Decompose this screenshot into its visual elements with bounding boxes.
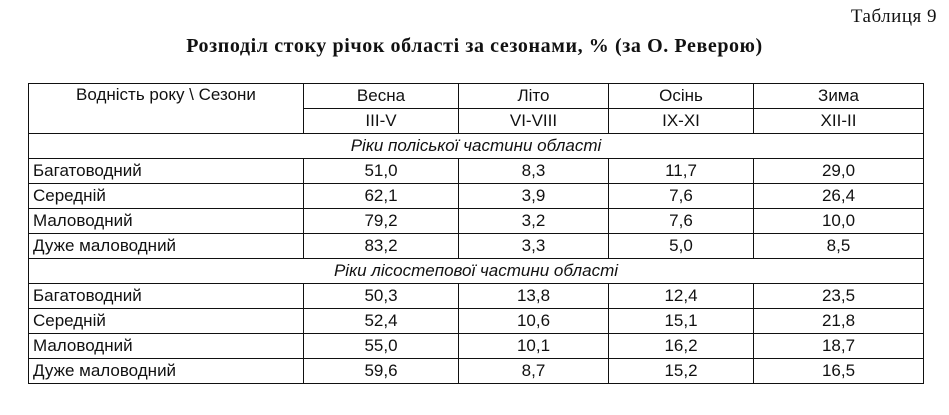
cell-value: 8,5 [754,234,924,259]
cell-value: 26,4 [754,184,924,209]
cell-value: 16,2 [609,334,754,359]
cell-value: 3,3 [459,234,609,259]
cell-value: 8,7 [459,359,609,384]
cell-value: 29,0 [754,159,924,184]
table-row [29,334,924,359]
cell-value: 15,2 [609,359,754,384]
cell-value: 83,2 [304,234,459,259]
row-label: Середній [29,309,304,334]
section-title-forest-steppe: Ріки лісостепової частини області [29,259,924,284]
table-row [29,284,924,309]
row-label: Маловодний [29,334,304,359]
header-season-spring: Весна [304,84,459,109]
header-season-autumn: Осінь [609,84,754,109]
section-title-row [29,259,924,284]
cell-value: 16,5 [754,359,924,384]
row-label: Дуже маловодний [29,234,304,259]
header-season-winter: Зима [754,84,924,109]
section-title-row [29,134,924,159]
header-months-autumn: IX-XI [609,109,754,134]
cell-value: 59,6 [304,359,459,384]
cell-value: 55,0 [304,334,459,359]
cell-value: 51,0 [304,159,459,184]
cell-value: 8,3 [459,159,609,184]
seasonal-runoff-table [28,83,924,384]
header-months-summer: VI-VIII [459,109,609,134]
section-title-polissia: Ріки поліської частини області [29,134,924,159]
cell-value: 10,1 [459,334,609,359]
cell-value: 3,9 [459,184,609,209]
header-corner: Водність року \ Сезони [29,84,304,134]
cell-value: 52,4 [304,309,459,334]
cell-value: 5,0 [609,234,754,259]
row-label: Середній [29,184,304,209]
cell-value: 10,6 [459,309,609,334]
cell-value: 18,7 [754,334,924,359]
table-row [29,184,924,209]
cell-value: 23,5 [754,284,924,309]
cell-value: 11,7 [609,159,754,184]
header-months-spring: III-V [304,109,459,134]
header-months-winter: XII-II [754,109,924,134]
table-row [29,359,924,384]
cell-value: 13,8 [459,284,609,309]
table-row [29,159,924,184]
cell-value: 62,1 [304,184,459,209]
table-row [29,234,924,259]
row-label: Багатоводний [29,159,304,184]
cell-value: 21,8 [754,309,924,334]
header-season-summer: Літо [459,84,609,109]
cell-value: 10,0 [754,209,924,234]
table-number: Таблиця 9 [850,6,937,27]
row-label: Маловодний [29,209,304,234]
table-row [29,209,924,234]
cell-value: 50,3 [304,284,459,309]
cell-value: 3,2 [459,209,609,234]
row-label: Багатоводний [29,284,304,309]
header-row-seasons [29,84,924,109]
row-label: Дуже маловодний [29,359,304,384]
cell-value: 7,6 [609,209,754,234]
cell-value: 12,4 [609,284,754,309]
table-caption: Розподіл стоку річок області за сезонами, % (за О. Реверою) [186,35,763,57]
cell-value: 15,1 [609,309,754,334]
table-row [29,309,924,334]
cell-value: 7,6 [609,184,754,209]
cell-value: 79,2 [304,209,459,234]
